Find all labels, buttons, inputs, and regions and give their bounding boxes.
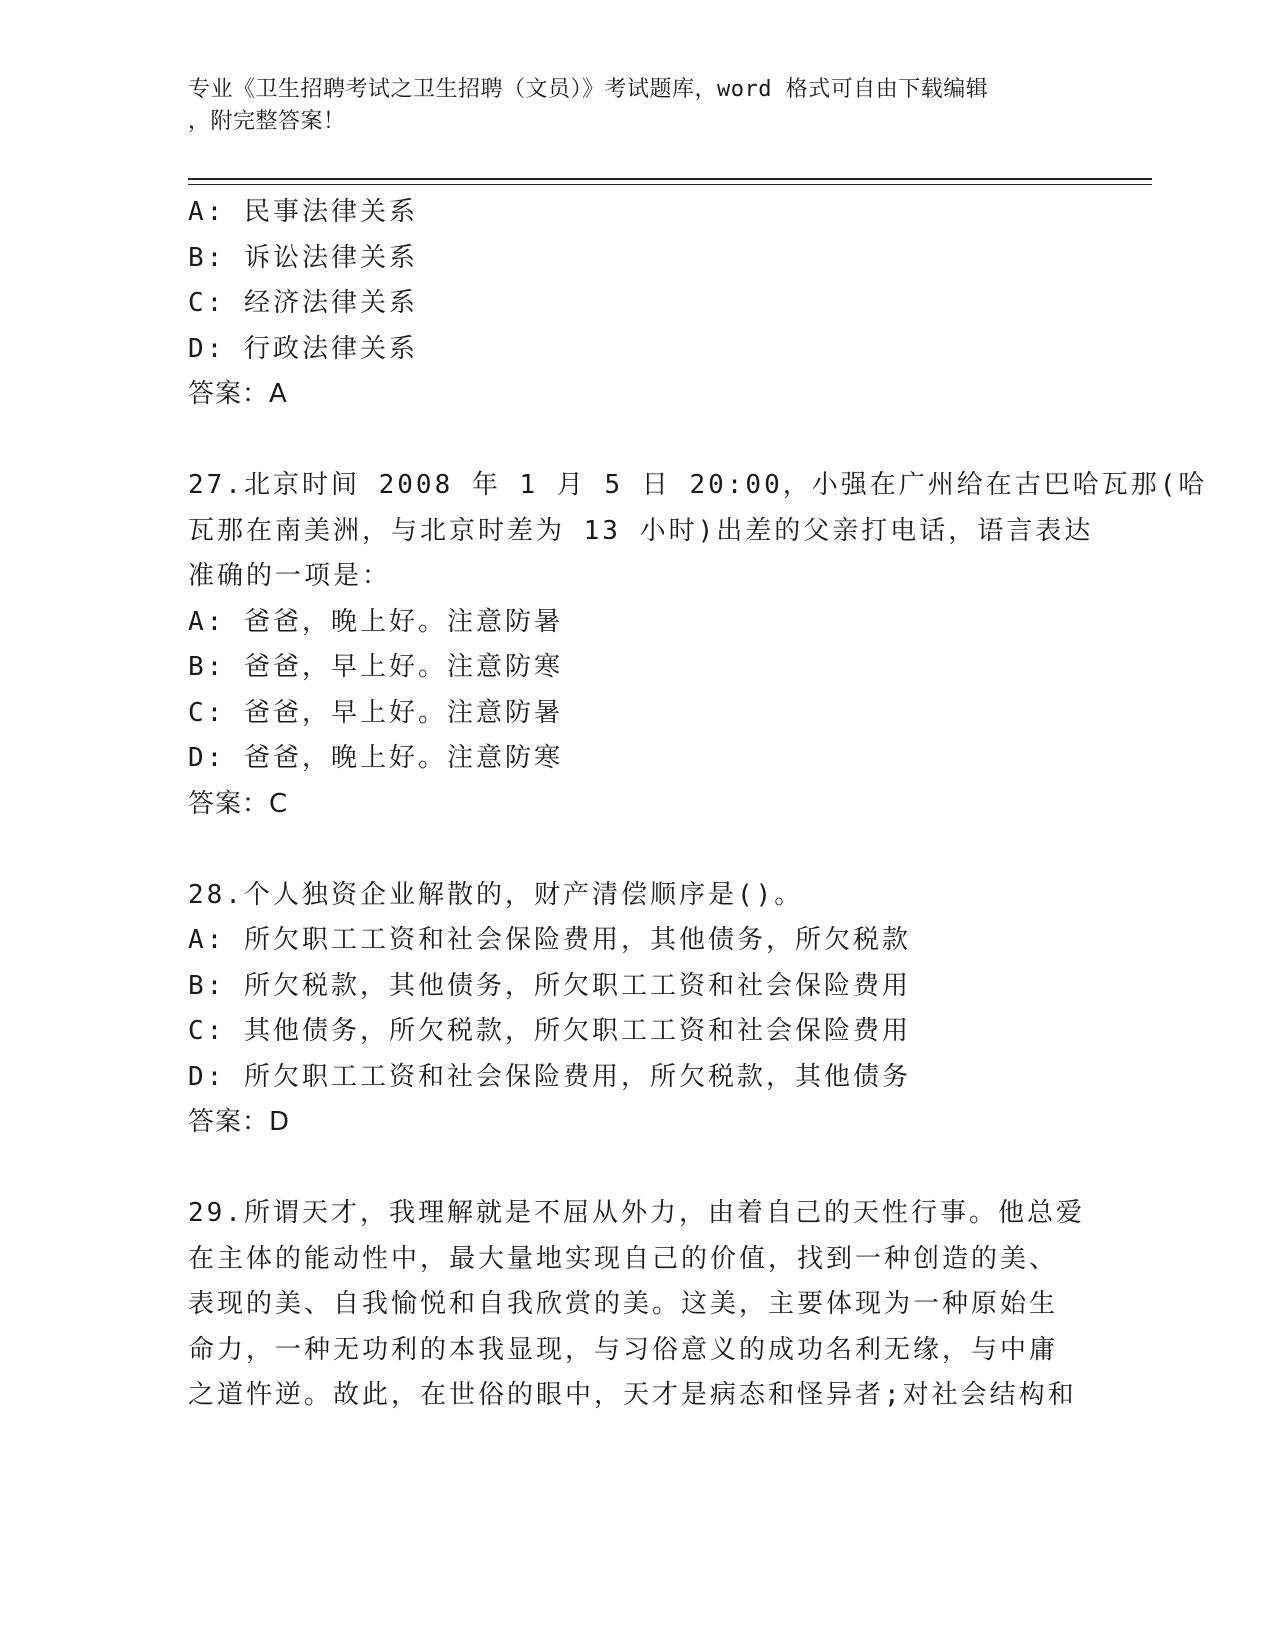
option-b: B: 爸爸，早上好。注意防寒 bbox=[188, 652, 563, 682]
question-28 bbox=[188, 873, 1088, 1146]
option-c: C: 经济法律关系 bbox=[188, 288, 418, 318]
question-stem-line: 27.北京时间 2008 年 1 月 5 日 20:00，小强在广州给在古巴哈瓦那(哈 bbox=[188, 470, 1208, 500]
question-27 bbox=[188, 463, 1208, 827]
option-a: A: 民事法律关系 bbox=[188, 197, 418, 227]
question-29 bbox=[188, 1191, 1088, 1419]
question-stem-line: 在主体的能动性中，最大量地实现自己的价值，找到一种创造的美、 bbox=[188, 1243, 1059, 1274]
option-d: D: 行政法律关系 bbox=[188, 333, 418, 364]
option-a: A: 爸爸，晚上好。注意防暑 bbox=[188, 606, 563, 637]
option-c: C: 爸爸，早上好。注意防暑 bbox=[188, 697, 563, 728]
question-stem-line: 29.所谓天才，我理解就是不屈从外力，由着自己的天性行事。他总爱 bbox=[188, 1198, 1085, 1228]
header-line-2: ，附完整答案！ bbox=[188, 109, 346, 134]
answer: 答案：A bbox=[188, 379, 288, 409]
option-c: C: 其他债务，所欠税款，所欠职工工资和社会保险费用 bbox=[188, 1016, 911, 1046]
question-stem-line: 准确的一项是： bbox=[188, 561, 392, 591]
question-content bbox=[188, 190, 1208, 1419]
header-rule-thin bbox=[188, 184, 1152, 185]
option-a: A: 所欠职工工资和社会保险费用，其他债务，所欠税款 bbox=[188, 925, 911, 955]
question-stem-line: 之道忤逆。故此，在世俗的眼中，天才是病态和怪异者;对社会结构和 bbox=[188, 1380, 1077, 1410]
question-stem-line: 28.个人独资企业解散的，财产清偿顺序是()。 bbox=[188, 879, 804, 910]
header-line-1: 专业《卫生招聘考试之卫生招聘（文员）》考试题库，word 格式可自由下载编辑 bbox=[188, 77, 989, 102]
option-b: B: 所欠税款，其他债务，所欠职工工资和社会保险费用 bbox=[188, 970, 911, 1001]
answer: 答案：C bbox=[188, 788, 289, 819]
option-d: D: 所欠职工工资和社会保险费用，所欠税款，其他债务 bbox=[188, 1061, 911, 1092]
question-stem-line: 命力，一种无功利的本我显现，与习俗意义的成功名利无缘，与中庸 bbox=[188, 1334, 1059, 1365]
question-stem-line: 表现的美、自我愉悦和自我欣赏的美。这美，主要体现为一种原始生 bbox=[188, 1289, 1059, 1319]
spacer bbox=[188, 827, 1088, 873]
option-d: D: 爸爸，晚上好。注意防寒 bbox=[188, 743, 563, 773]
question-stem-line: 瓦那在南美洲，与北京时差为 13 小时)出差的父亲打电话，语言表达 bbox=[188, 515, 1094, 546]
option-b: B: 诉讼法律关系 bbox=[188, 242, 418, 273]
answer: 答案：D bbox=[188, 1107, 291, 1137]
spacer bbox=[188, 1146, 1088, 1192]
header-rule-thick bbox=[188, 178, 1152, 180]
spacer bbox=[188, 418, 1088, 464]
page-header bbox=[188, 74, 1068, 138]
question-26 bbox=[188, 190, 1088, 418]
